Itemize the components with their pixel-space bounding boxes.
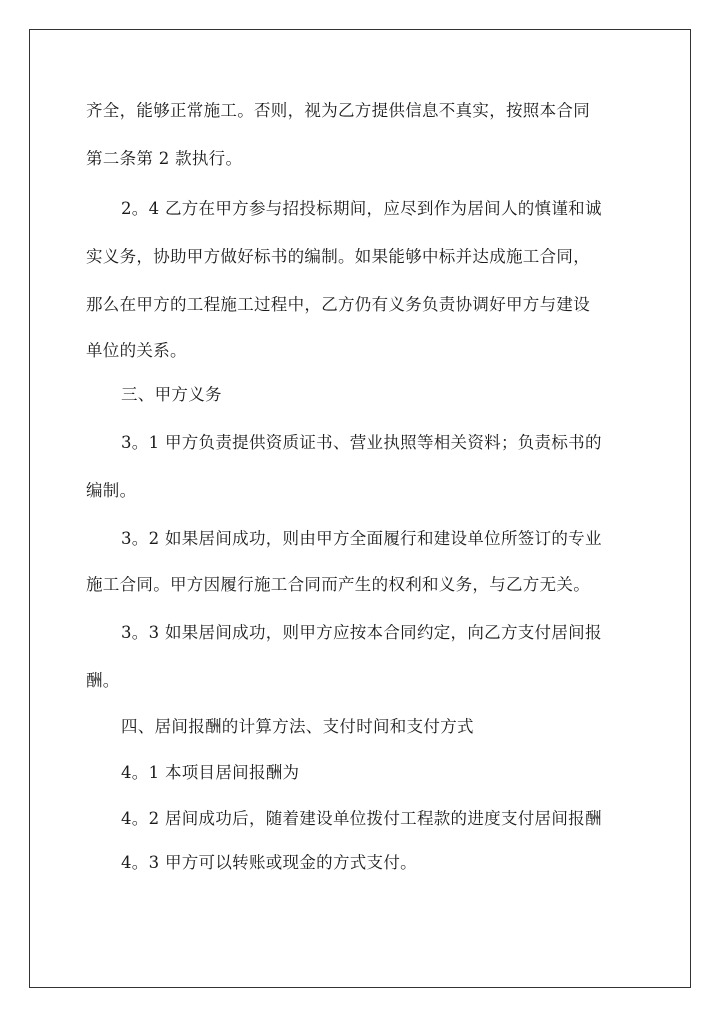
clause-4-2-line: 4。2 居间成功后，随着建设单位拨付工程款的进度支付居间报酬 <box>121 809 602 828</box>
clause-3-3-line: 3。3 如果居间成功，则甲方应按本合同约定，向乙方支付居间报 <box>121 623 602 642</box>
paragraph-line: 单位的关系。 <box>86 341 187 360</box>
paragraph-line: 齐全，能够正常施工。否则，视为乙方提供信息不真实，按照本合同 <box>86 101 590 120</box>
clause-2-4-line: 2。4 乙方在甲方参与招投标期间，应尽到作为居间人的慎谨和诚 <box>121 199 602 218</box>
paragraph-line: 编制。 <box>86 481 137 500</box>
paragraph-line: 酬。 <box>86 671 120 690</box>
clause-3-1-line: 3。1 甲方负责提供资质证书、营业执照等相关资料；负责标书的 <box>121 433 602 452</box>
section-heading-3: 三、甲方义务 <box>121 385 222 404</box>
section-heading-4: 四、居间报酬的计算方法、支付时间和支付方式 <box>121 717 474 736</box>
clause-4-1-line: 4。1 本项目居间报酬为 <box>121 763 300 782</box>
paragraph-line: 施工合同。甲方因履行施工合同而产生的权利和义务，与乙方无关。 <box>86 575 590 594</box>
clause-4-3-line: 4。3 甲方可以转账或现金的方式支付。 <box>121 853 417 872</box>
paragraph-line: 那么在甲方的工程施工过程中，乙方仍有义务负责协调好甲方与建设 <box>86 295 590 314</box>
paragraph-line: 第二条第 2 款执行。 <box>86 149 243 168</box>
paragraph-line: 实义务，协助甲方做好标书的编制。如果能够中标并达成施工合同， <box>86 247 590 266</box>
clause-3-2-line: 3。2 如果居间成功，则由甲方全面履行和建设单位所签订的专业 <box>121 529 602 548</box>
